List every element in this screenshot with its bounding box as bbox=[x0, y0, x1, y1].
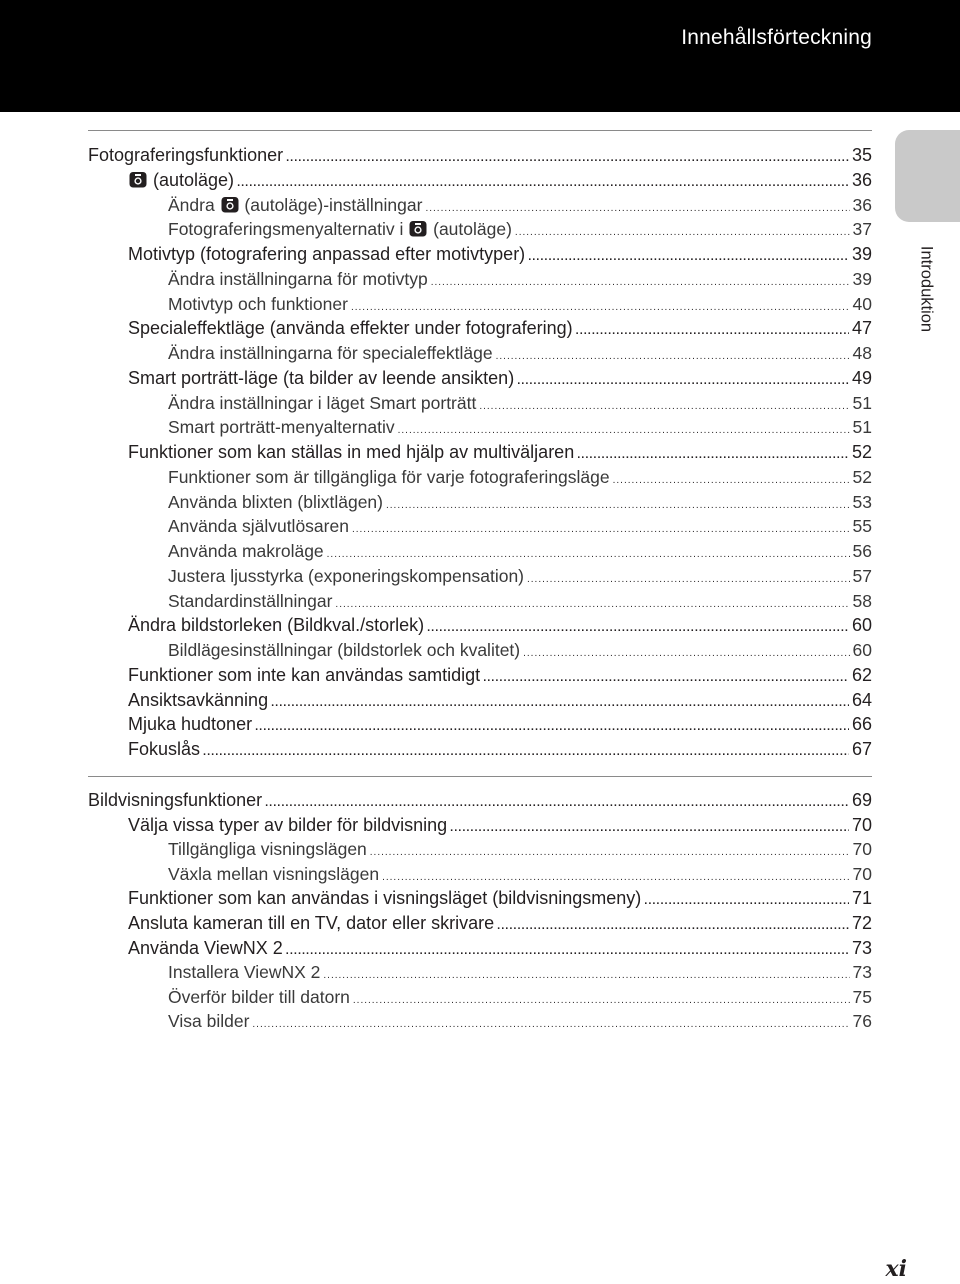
toc-entry-page: 60 bbox=[851, 615, 872, 636]
toc-entry-title-text: (autoläge)-inställningar bbox=[239, 194, 423, 215]
toc-entry-title bbox=[168, 1009, 249, 1033]
dot-leader bbox=[286, 939, 849, 963]
toc-entry-page: 73 bbox=[852, 962, 872, 983]
header-title: Innehållsförteckning bbox=[681, 26, 872, 49]
toc-entry[interactable] bbox=[168, 415, 872, 439]
toc-entry[interactable] bbox=[168, 564, 872, 588]
camera-icon bbox=[129, 170, 147, 194]
toc-entry-page: 60 bbox=[852, 640, 872, 660]
toc-entry-title bbox=[128, 712, 252, 736]
toc-entry-title bbox=[128, 936, 283, 960]
dot-leader bbox=[528, 245, 849, 269]
toc-entry-page: 72 bbox=[851, 913, 872, 933]
toc-entry-title-text: Välja vissa typer av bilder för bildvisning bbox=[128, 814, 448, 835]
page-number: xi bbox=[885, 1256, 907, 1282]
toc-entry[interactable] bbox=[128, 911, 872, 935]
toc-entry[interactable] bbox=[128, 712, 872, 736]
toc-entry-title bbox=[168, 589, 332, 613]
toc-entry[interactable] bbox=[168, 391, 872, 415]
toc-entry-title-text: Använda blixten (blixtlägen) bbox=[168, 491, 383, 512]
toc-entry[interactable] bbox=[128, 440, 872, 464]
dot-leader bbox=[265, 791, 849, 815]
toc-entry[interactable] bbox=[88, 788, 872, 812]
toc-entry-page: 47 bbox=[851, 318, 872, 339]
toc-entry-title bbox=[168, 862, 379, 886]
toc-entry-title bbox=[168, 217, 512, 243]
dot-leader bbox=[255, 715, 849, 739]
toc-entry[interactable] bbox=[168, 465, 872, 489]
toc-entry[interactable] bbox=[168, 960, 872, 984]
toc-entry-page: 49 bbox=[851, 367, 872, 388]
toc-entry-title bbox=[168, 391, 476, 415]
toc-entry-title bbox=[128, 688, 268, 712]
dot-leader bbox=[237, 171, 849, 195]
toc-entry-title-text: Bildvisningsfunktioner bbox=[88, 790, 263, 810]
toc-entry-title bbox=[128, 886, 641, 910]
toc-entry-page: 57 bbox=[852, 565, 872, 586]
toc-entry-page: 73 bbox=[851, 937, 872, 958]
toc-entry[interactable] bbox=[128, 663, 872, 687]
toc-entry-title bbox=[128, 911, 494, 935]
toc-entry-title bbox=[168, 960, 320, 984]
toc-entry-title-text: Bildlägesinställningar (bildstorlek och kvalitet) bbox=[168, 640, 521, 660]
toc-entry-page: 66 bbox=[851, 714, 872, 735]
toc-entry-title-text: Motivtyp och funktioner bbox=[168, 293, 348, 314]
toc-entry-page: 64 bbox=[851, 689, 872, 710]
toc-entry-title-text: Funktioner som kan användas i visningsläget (bildvisningsmeny) bbox=[128, 888, 642, 909]
toc-entry-page: 56 bbox=[852, 541, 872, 561]
toc-entry-title bbox=[168, 514, 349, 538]
toc-entry[interactable] bbox=[168, 193, 872, 217]
toc-entry-title bbox=[168, 638, 520, 662]
toc-entry-title bbox=[168, 341, 493, 365]
toc-entry-page: 53 bbox=[852, 491, 872, 512]
toc-entry-title bbox=[168, 837, 367, 861]
toc-entry-title bbox=[128, 737, 200, 761]
toc-entry-title bbox=[88, 143, 283, 167]
toc-entry-title-text: Ansiktsavkänning bbox=[128, 689, 269, 710]
toc-entry-title-text: Installera ViewNX 2 bbox=[168, 962, 321, 983]
toc-entry-title-text: Fokuslås bbox=[128, 739, 201, 759]
toc-entry[interactable] bbox=[128, 886, 872, 910]
dot-leader bbox=[577, 443, 849, 467]
toc-entry[interactable] bbox=[168, 589, 872, 613]
toc-entry-title bbox=[88, 788, 262, 812]
toc-entry-title bbox=[128, 168, 234, 194]
toc-entry[interactable] bbox=[168, 341, 872, 365]
toc-entry-page: 70 bbox=[851, 814, 872, 835]
toc-entry[interactable] bbox=[128, 316, 872, 340]
toc-entry-title bbox=[168, 539, 324, 563]
toc-entry[interactable] bbox=[168, 490, 872, 514]
toc-entry-title bbox=[168, 415, 395, 439]
dot-leader bbox=[271, 691, 849, 715]
toc-entry[interactable] bbox=[168, 638, 872, 662]
dot-leader bbox=[203, 740, 849, 764]
toc-entry-title-text: Funktioner som inte kan användas samtidigt bbox=[128, 664, 481, 685]
toc-entry-title-text: Ändra inställningarna för specialeffektläge bbox=[168, 343, 493, 363]
toc-entry[interactable] bbox=[128, 688, 872, 712]
dot-leader bbox=[497, 914, 849, 938]
toc-entry[interactable] bbox=[168, 837, 872, 861]
toc-entry-title-text: (autoläge) bbox=[428, 219, 512, 240]
toc-entry-title-text: Standardinställningar bbox=[168, 590, 333, 611]
toc-entry-page: 51 bbox=[852, 417, 872, 438]
section-divider-middle bbox=[88, 776, 872, 777]
side-tab-label: Introduktion bbox=[917, 245, 936, 333]
toc-entry-page: 75 bbox=[852, 986, 872, 1007]
page-header bbox=[0, 0, 960, 112]
toc-entry-page: 52 bbox=[852, 466, 872, 487]
toc-entry-page: 76 bbox=[852, 1011, 872, 1032]
toc-entry-page: 69 bbox=[851, 790, 872, 810]
toc-entry-title-text: Justera ljusstyrka (exponeringskompensation) bbox=[168, 565, 524, 586]
toc-entry-page: 40 bbox=[852, 293, 872, 314]
toc-entry-title-text: Växla mellan visningslägen bbox=[168, 863, 380, 884]
toc-entry-title-text: Tillgängliga visningslägen bbox=[168, 839, 367, 860]
toc-entry-page: 71 bbox=[851, 888, 872, 909]
toc-entry-page: 35 bbox=[851, 145, 872, 165]
toc-entry-page: 62 bbox=[851, 664, 872, 685]
toc-entry[interactable] bbox=[88, 143, 872, 167]
dot-leader bbox=[427, 616, 849, 640]
toc-entry-title bbox=[168, 193, 422, 219]
toc-entry-page: 51 bbox=[852, 392, 872, 413]
toc-entry-page: 39 bbox=[852, 268, 872, 289]
toc-entry-page: 36 bbox=[852, 194, 872, 215]
toc-entry-title bbox=[128, 613, 424, 637]
camera-icon bbox=[221, 195, 239, 219]
camera-icon bbox=[409, 219, 427, 243]
toc-entry-title-text: Funktioner som kan ställas in med hjälp av multiväljaren bbox=[128, 442, 575, 462]
toc-entry-title-text: Specialeffektläge (använda effekter under fotografering) bbox=[128, 318, 573, 339]
toc-entry-title-text: Funktioner som är tillgängliga för varje fotograferingsläge bbox=[168, 466, 610, 487]
toc-entry[interactable] bbox=[128, 366, 872, 390]
toc-entry-page: 70 bbox=[852, 839, 872, 860]
toc-entry-title-text: Motivtyp (fotografering anpassad efter motivtyper) bbox=[128, 244, 526, 264]
toc-entry[interactable] bbox=[168, 514, 872, 538]
toc-entry-title bbox=[128, 242, 525, 266]
toc-entry[interactable] bbox=[168, 862, 872, 886]
toc-entry-title-text: Använda makroläge bbox=[168, 541, 324, 561]
toc-entry-title bbox=[168, 465, 610, 489]
toc-entry-page: 37 bbox=[852, 219, 872, 240]
toc-entry-title bbox=[168, 490, 383, 514]
toc-entry[interactable] bbox=[168, 985, 872, 1009]
toc-entry-page: 67 bbox=[851, 739, 872, 759]
toc-entry-title bbox=[168, 985, 350, 1009]
toc-entry[interactable] bbox=[128, 168, 872, 192]
toc-entry[interactable] bbox=[168, 292, 872, 316]
toc-entry[interactable] bbox=[168, 1009, 872, 1033]
toc-entry-title-text: Använda självutlösaren bbox=[168, 516, 349, 537]
toc-entry-title-prefix: Ändra bbox=[168, 194, 220, 215]
section-divider-top bbox=[88, 130, 872, 131]
toc-entry-title bbox=[128, 813, 447, 837]
toc-entry-title-text: Använda ViewNX 2 bbox=[128, 937, 283, 958]
dot-leader bbox=[286, 146, 849, 170]
toc-entry-title-text: Ändra inställningarna för motivtyp bbox=[168, 268, 428, 289]
toc-entry-title bbox=[168, 292, 348, 316]
toc-entry-page: 52 bbox=[851, 442, 872, 462]
toc-entry[interactable] bbox=[128, 813, 872, 837]
toc-entry-page: 36 bbox=[851, 169, 872, 190]
toc-entry[interactable] bbox=[128, 936, 872, 960]
toc-entry-title-text: Ansluta kameran till en TV, dator eller skrivare bbox=[128, 913, 495, 933]
toc-entry-title-text: Ändra inställningar i läget Smart porträtt bbox=[168, 392, 477, 413]
toc-entry[interactable] bbox=[168, 267, 872, 291]
side-tab-label-wrap bbox=[913, 236, 939, 342]
toc-entry[interactable] bbox=[128, 737, 872, 761]
toc-entry-page: 55 bbox=[852, 516, 872, 537]
toc-entry-title bbox=[168, 564, 524, 588]
toc-entry-title-text: (autoläge) bbox=[148, 169, 235, 190]
dot-leader bbox=[576, 319, 849, 343]
toc-entry-title bbox=[168, 267, 428, 291]
toc-entry-title-text: Fotograferingsfunktioner bbox=[88, 145, 284, 165]
toc-entry[interactable] bbox=[168, 217, 872, 241]
toc-entry-title bbox=[128, 440, 574, 464]
dot-leader bbox=[252, 1013, 849, 1037]
toc-entry-title-prefix: Fotograferingsmenyalternativ i bbox=[168, 219, 409, 240]
toc-entry[interactable] bbox=[168, 539, 872, 563]
dot-leader bbox=[644, 889, 849, 913]
toc-entry-page: 39 bbox=[851, 244, 872, 264]
toc-entry-title-text: Överför bilder till datorn bbox=[168, 986, 350, 1007]
toc-entry-page: 70 bbox=[852, 863, 872, 884]
toc-entry[interactable] bbox=[128, 242, 872, 266]
dot-leader bbox=[517, 369, 849, 393]
toc-entry-title bbox=[128, 366, 514, 390]
dot-leader bbox=[483, 666, 849, 690]
toc-entry-title-text: Mjuka hudtoner bbox=[128, 714, 253, 735]
dot-leader bbox=[450, 816, 849, 840]
toc-entry-title-text: Smart porträtt-menyalternativ bbox=[168, 417, 395, 438]
toc-entry-title-text: Visa bilder bbox=[168, 1011, 250, 1032]
toc-entry-title bbox=[128, 663, 480, 687]
toc-entry-title bbox=[128, 316, 573, 340]
side-tab[interactable] bbox=[895, 130, 960, 222]
toc-entry-title-text: Ändra bildstorleken (Bildkval./storlek) bbox=[128, 615, 425, 636]
toc-entry-page: 48 bbox=[852, 343, 872, 363]
toc-entry-page: 58 bbox=[852, 590, 872, 611]
toc-entry-title-text: Smart porträtt-läge (ta bilder av leende ansikten) bbox=[128, 367, 515, 388]
toc-entry[interactable] bbox=[128, 613, 872, 637]
